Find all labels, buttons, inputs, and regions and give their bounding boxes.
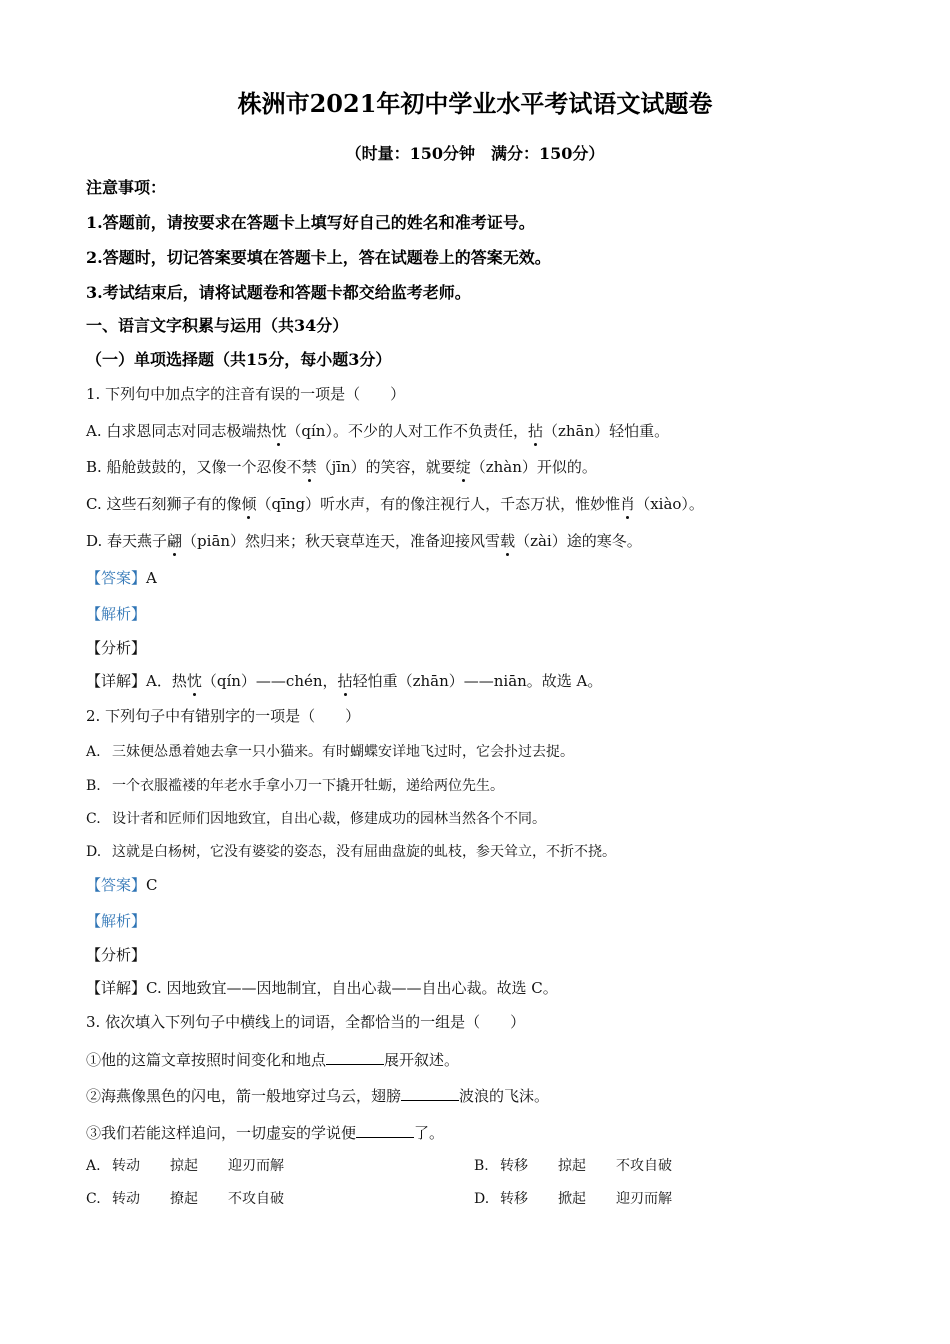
question-1-option-b: B. 船舱鼓鼓的，又像一个忍俊不禁（jīn）的笑容，就要绽（zhàn）开似的。	[86, 458, 597, 476]
notice-item: 1.答题前，请按要求在答题卡上填写好自己的姓名和准考证号。	[86, 213, 535, 232]
answer-value: A	[146, 569, 157, 587]
question-3-stem: 3. 依次填入下列句子中横线上的词语，全都恰当的一组是（ ）	[86, 1013, 526, 1031]
question-1-option-a: A. 白求恩同志对同志极端热忱（qín）。不少的人对工作不负责任，拈（zhān）轻怕重。	[86, 422, 670, 440]
question-1-stem: 1. 下列句中加点字的注音有误的一项是（ ）	[86, 385, 406, 403]
question-2-option-a: A. 三妹便怂恿着她去拿一只小猫来。有时蝴蝶安详地飞过时，它会扑过去捉。	[86, 744, 574, 760]
question-1-answer	[86, 568, 157, 588]
question-2-option-d: D. 这就是白杨树，它没有婆娑的姿态，没有屈曲盘旋的虬枝，参天耸立，不折不挠。	[86, 844, 616, 860]
fill-blank	[326, 1048, 384, 1065]
answer-value: C	[146, 876, 158, 894]
page-title: 株洲市2021年初中学业水平考试语文试题卷	[237, 89, 713, 118]
answer-label: 【答案】	[86, 569, 147, 587]
question-1-detail: 【详解】A．热忱（qín）——chén，拈轻怕重（zhān）——niān。故选 A。	[86, 672, 603, 690]
question-2-stem: 2. 下列句子中有错别字的一项是（ ）	[86, 707, 361, 725]
question-3-option-c: C. 转动 撩起 不攻自破	[86, 1191, 284, 1207]
question-3-sentence-3: ③我们若能这样追问，一切虚妄的学说便 了。	[86, 1121, 444, 1143]
answer-label: 【答案】	[86, 876, 147, 894]
notice-heading: 注意事项：	[86, 178, 167, 197]
notice-item: 3.考试结束后，请将试题卷和答题卡都交给监考老师。	[86, 283, 471, 302]
notice-item: 2.答题时，切记答案要填在答题卡上，答在试题卷上的答案无效。	[86, 248, 551, 267]
analysis-label: 【解析】	[86, 605, 147, 623]
question-3-sentence-1: ①他的这篇文章按照时间变化和地点 展开叙述。	[86, 1048, 459, 1070]
section-heading: 一、语言文字积累与运用（共34分）	[86, 316, 349, 335]
question-2-option-c: C. 设计者和匠师们因地致宜，自出心裁，修建成功的园林当然各个不同。	[86, 811, 546, 827]
fill-blank	[356, 1121, 414, 1138]
fenxi-label: 【分析】	[86, 946, 147, 964]
fenxi-label: 【分析】	[86, 639, 147, 657]
question-2-detail: 【详解】C. 因地致宜——因地制宜，自出心裁——自出心裁。故选 C。	[86, 979, 558, 997]
fill-blank	[401, 1084, 459, 1101]
question-2-option-b: B. 一个衣服褴褛的年老水手拿小刀一下撬开牡蛎，递给两位先生。	[86, 778, 504, 794]
question-3-option-d: D. 转移 掀起 迎刃而解	[474, 1191, 672, 1207]
question-1-option-d: D. 春天燕子翩（piān）然归来；秋天衰草连天，准备迎接风雪载（zài）途的寒冬。	[86, 532, 642, 550]
question-3-option-a: A. 转动 掠起 迎刃而解	[86, 1158, 284, 1174]
question-3-sentence-2: ②海燕像黑色的闪电，箭一般地穿过乌云，翅膀 波浪的飞沫。	[86, 1084, 549, 1106]
part-heading: （一）单项选择题（共15分，每小题3分）	[86, 350, 392, 369]
question-3-option-b: B. 转移 掠起 不攻自破	[474, 1158, 672, 1174]
exam-time-score: （时量：150分钟 满分：150分）	[345, 144, 605, 163]
analysis-label: 【解析】	[86, 912, 147, 930]
question-2-answer	[86, 875, 158, 895]
question-1-option-c: C. 这些石刻狮子有的像倾（qīng）听水声，有的像注视行人，千态万状，惟妙惟肖（xiào）。	[86, 495, 704, 513]
